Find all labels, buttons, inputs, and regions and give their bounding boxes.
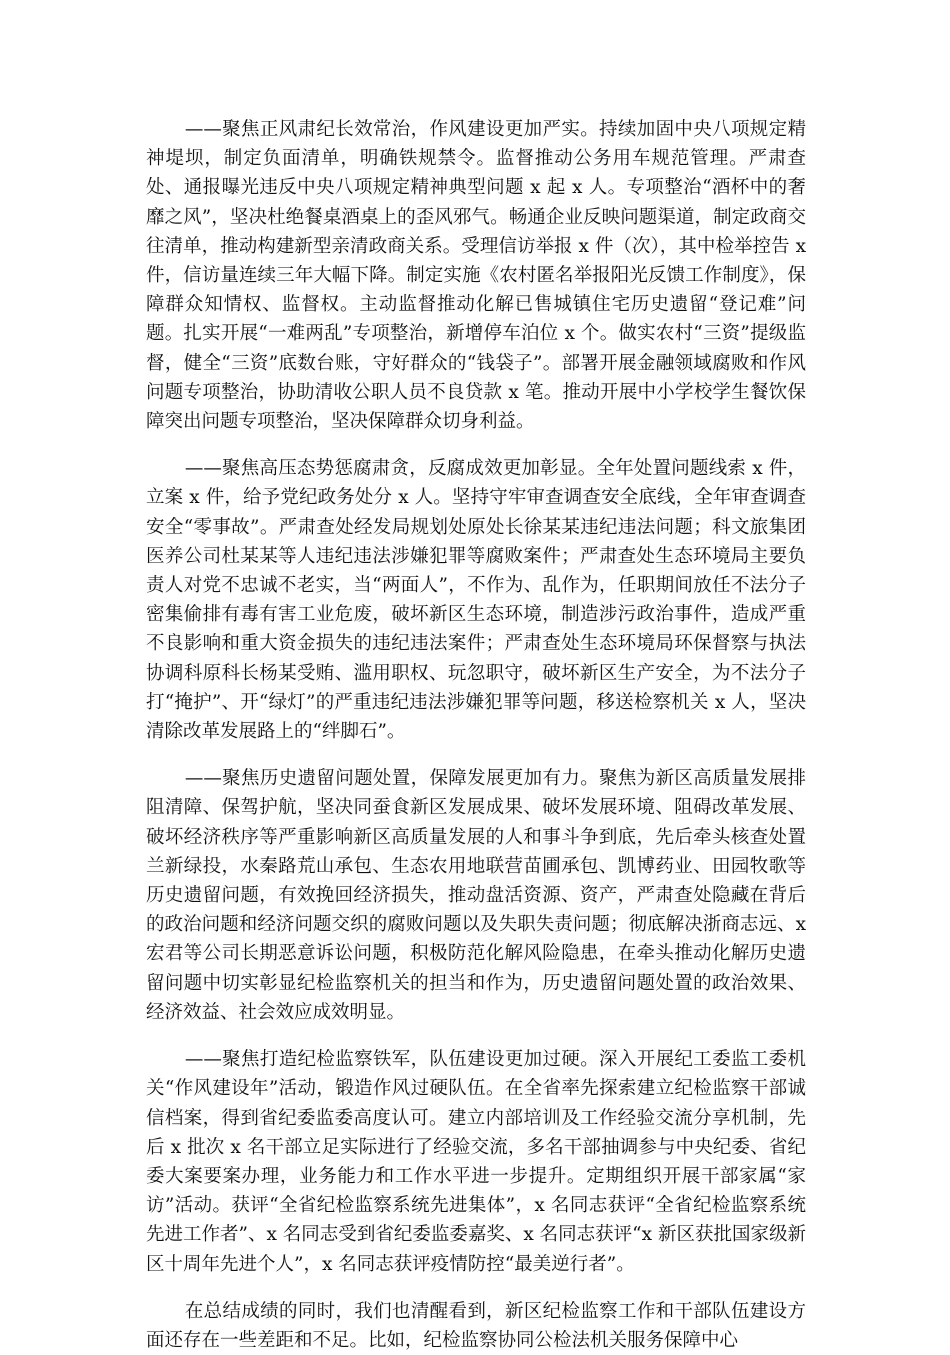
paragraph-team-building: ——聚焦打造纪检监察铁军，队伍建设更加过硬。深入开展纪工委监工委机关“作风建设年”活动，锻造作风过硬队伍。在全省率先探索建立纪检监察干部诚信档案，得到省纪委监委高度认可。建立内部培训及工作经验交流分享机制，先后 x 批次 x 名干部立足实际进行了经验交流，多名干部抽调参与中央纪委、省纪委大案要案办理，业务能力和工作水平进一步提升。定期组织开展干部家属“家访”活动。获评“全省纪检监察系统先进集体”，x 名同志获评“全省纪检监察系统先进工作者”、x 名同志受到省纪委监委嘉奖、x 名同志获评“x 新区获批国家级新区十周年先进个人”，x 名同志获评疫情防控“最美逆行者”。 [146, 1049, 806, 1275]
paragraph-historical-issues: ——聚焦历史遗留问题处置，保障发展更加有力。聚焦为新区高质量发展排阻清障、保驾护航，坚决同蚕食新区发展成果、破坏发展环境、阻碍改革发展、破坏经济秩序等严重影响新区高质量发展的人和事斗争到底，先后牵头核查处置兰新绿投，水秦路荒山承包、生态农用地联营苗圃承包、凯博药业、田园牧歌等历史遗留问题，有效挽回经济损失，推动盘活资源、资产，严肃查处隐藏在背后的政治问题和经济问题交织的腐败问题以及失职失责问题；彻底解决浙商志远、x 宏君等公司长期恶意诉讼问题，积极防范化解风险隐患，在牵头推动化解历史遗留问题中切实彰显纪检监察机关的担当和作为，历史遗留问题处置的政治效果、经济效益、社会效应成效明显。 [146, 768, 806, 1023]
paragraph-shortcomings: 在总结成绩的同时，我们也清醒看到，新区纪检监察工作和干部队伍建设方面还存在一些差距和不足。比如，纪检监察协同公检法机关服务保障中心 [146, 1300, 806, 1351]
paragraph-style-improvement: ——聚焦正风肃纪长效常治，作风建设更加严实。持续加固中央八项规定精神堤坝，制定负面清单，明确铁规禁令。监督推动公务用车规范管理。严肃查处、通报曝光违反中央八项规定精神典型问题 x 起 x 人。专项整治“酒杯中的奢靡之风”，坚决杜绝餐桌酒桌上的歪风邪气。畅通企业反映问题渠道，制定政商交往清单，推动构建新型亲清政商关系。受理信访举报 x 件（次），其中检举控告 x 件，信访量连续三年大幅下降。制定实施《农村匿名举报阳光反馈工作制度》，保障群众知情权、监督权。主动监督推动化解已售城镇住宅历史遗留“登记难”问题。扎实开展“一难两乱”专项整治，新增停车泊位 x 个。做实农村“三资”提级监督，健全“三资”底数台账，守好群众的“钱袋子”。部署开展金融领域腐败和作风问题专项整治，协助清收公职人员不良贷款 x 笔。推动开展中小学校学生餐饮保障突出问题专项整治，坚决保障群众切身利益。 [146, 119, 806, 433]
document-body [146, 115, 806, 1355]
paragraph-anti-corruption: ——聚焦高压态势惩腐肃贪，反腐成效更加彰显。全年处置问题线索 x 件，立案 x 件，给予党纪政务处分 x 人。坚持守牢审查调查安全底线，全年审查调查安全“零事故”。严肃查处经发局规划处原处长徐某某违纪违法问题；科文旅集团医养公司杜某某等人违纪违法涉嫌犯罪等腐败案件；严肃查处生态环境局主要负责人对党不忠诚不老实，当“两面人”，不作为、乱作为，任职期间放任不法分子密集偷排有毒有害工业危废，破坏新区生态环境，制造涉污政治事件，造成严重不良影响和重大资金损失的违纪违法案件；严肃查处生态环境局环保督察与执法协调科原科长杨某受贿、滥用职权、玩忽职守，破坏新区生产安全，为不法分子打“掩护”、开“绿灯”的严重违纪违法涉嫌犯罪等问题，移送检察机关 x 人，坚决清除改革发展路上的“绊脚石”。 [146, 458, 806, 743]
